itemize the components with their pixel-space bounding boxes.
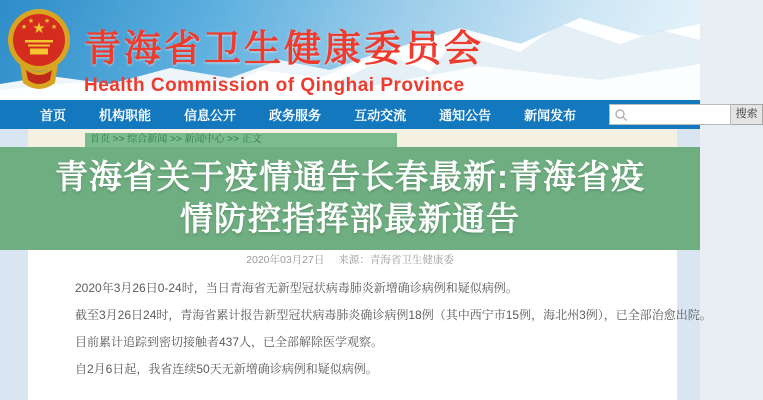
site-title-english: Health Commission of Qinghai Province [84, 75, 465, 96]
article-title-line1: 青海省关于疫情通告长春最新:青海省疫 [55, 158, 645, 195]
nav-item-information[interactable]: 信息公开 [184, 108, 237, 123]
search-box [609, 104, 731, 125]
article-title-line2: 情防控指挥部最新通告 [180, 200, 520, 237]
national-emblem-logo [6, 7, 72, 93]
article-paragraph: 目前累计追踪到密切接触者437人，已全部解除医学观察。 [75, 335, 384, 349]
nav-item-functions[interactable]: 机构职能 [99, 108, 152, 123]
article-source: 来源：青海省卫生健康委 [338, 254, 454, 266]
article-paragraph: 自2月6日起，我省连续50天无新增确诊病例和疑似病例。 [75, 362, 378, 376]
nav-item-notices[interactable]: 通知公告 [439, 108, 492, 123]
nav-item-interaction[interactable]: 互动交流 [354, 108, 407, 123]
article-meta [0, 252, 700, 267]
site-banner [0, 0, 700, 100]
svg-text:★: ★ [50, 24, 58, 31]
search-button[interactable]: 搜索 [731, 104, 763, 125]
article-date: 2020年03月27日 [246, 254, 325, 266]
site-title-block [84, 18, 484, 97]
nav-item-home[interactable]: 首页 [40, 108, 67, 123]
site-title-chinese: 青海省卫生健康委员会 [84, 28, 484, 69]
nav-item-services[interactable]: 政务服务 [269, 108, 322, 123]
article-body [75, 281, 712, 390]
nav-item-news[interactable]: 新闻发布 [524, 108, 577, 123]
svg-text:★: ★ [43, 18, 51, 25]
breadcrumb: 首页 >> 综合新闻 >> 新闻中心 >> 正文 [85, 133, 397, 147]
search-icon [614, 108, 628, 122]
article-paragraph: 2020年3月26日0-24时，当日青海省无新型冠状病毒肺炎新增确诊病例和疑似病例。 [75, 281, 518, 295]
article-title [0, 156, 700, 240]
search-area [609, 104, 763, 125]
article-paragraph: 截至3月26日24时，青海省累计报告新型冠状病毒肺炎确诊病例18例（其中西宁市15例，海北州3例），已全部治愈出院。 [75, 308, 712, 322]
svg-text:★: ★ [32, 20, 46, 37]
article-title-overlay [0, 147, 700, 250]
svg-text:★: ★ [27, 18, 35, 25]
search-input[interactable] [628, 106, 730, 123]
main-navigation [0, 100, 758, 129]
svg-text:★: ★ [20, 24, 28, 31]
